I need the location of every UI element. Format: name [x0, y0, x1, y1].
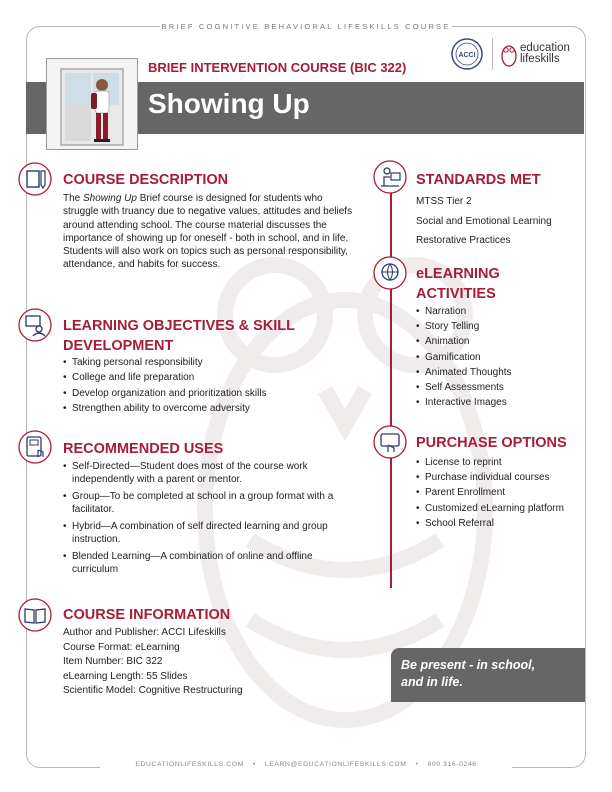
list-item: • Group—To be completed at school in a group format with a facilitator.: [63, 490, 355, 516]
standards-met-heading: STANDARDS MET: [416, 172, 541, 188]
acci-seal-icon: [451, 38, 483, 70]
learning-objectives-heading: LEARNING OBJECTIVES & SKILL DEVELOPMENT: [63, 318, 296, 354]
teacher-icon: [18, 308, 52, 342]
right-column-divider: [390, 190, 392, 588]
recommended-uses-list: [63, 460, 355, 576]
course-description-text: The Showing Up Brief course is designed for students who struggle with truancy due to negative values, attitudes and beliefs around attending school. The course material discusses the importance of showing up for oneself - both in school, and in life. Students will also work on topics such as personal responsibility, attendance, and habits for success.: [63, 193, 353, 271]
desk-worker-icon: [373, 160, 407, 194]
quote-box: [391, 648, 585, 702]
elearning-activities-heading: eLEARNING ACTIVITIES: [416, 266, 500, 302]
footer: EDUCATIONLIFESKILLS.COM • LEARN@EDUCATIONLIFESKILLS.COM • 800 316-0246: [100, 758, 512, 772]
list-item: • License to reprint: [416, 456, 566, 469]
quote-line: and in life.: [401, 675, 463, 689]
brand-logo: [445, 36, 581, 74]
logo-text-education: education: [520, 42, 570, 54]
globe-screen-icon: [373, 256, 407, 290]
list-item: • Hybrid—A combination of self directed learning and group instruction.: [63, 520, 355, 546]
notebook-icon: [18, 162, 52, 196]
standard-item: Restorative Practices: [416, 235, 511, 246]
logo-divider: [492, 38, 493, 70]
list-item: • Animated Thoughts: [416, 366, 576, 379]
owl-logo-icon: [501, 41, 517, 67]
footer-phone: 800 316-0246: [427, 761, 477, 768]
list-item: • Blended Learning—A combination of online and offline curriculum: [63, 550, 355, 576]
recommended-uses-heading: RECOMMENDED USES: [63, 441, 224, 457]
tablet-touch-icon: [18, 430, 52, 464]
footer-website-link[interactable]: EDUCATIONLIFESKILLS.COM: [135, 761, 244, 768]
acci-seal-text: ACCI: [458, 52, 476, 59]
open-book-icon: [18, 598, 52, 632]
list-item: • Develop organization and prioritization skills: [63, 387, 353, 400]
elearning-activities-list: [416, 305, 576, 409]
standard-item: Social and Emotional Learning: [416, 215, 552, 227]
list-item: • College and life preparation: [63, 371, 353, 384]
list-item: • Purchase individual courses: [416, 471, 566, 484]
student-doorway-illustration: [47, 59, 137, 149]
course-photo: [46, 58, 138, 150]
list-item: • Strengthen ability to overcome adversity: [63, 402, 353, 415]
course-name-emphasis: Showing Up: [83, 193, 137, 204]
info-row: eLearning Length: 55 Slides: [63, 670, 188, 682]
standard-item: MTSS Tier 2: [416, 196, 472, 207]
course-information-heading: COURSE INFORMATION: [63, 607, 231, 623]
quote-line: Be present - in school,: [401, 658, 536, 672]
info-row: Course Format: eLearning: [63, 641, 180, 653]
course-subtitle: BRIEF INTERVENTION COURSE (BIC 322): [148, 60, 407, 75]
purchase-icon: [373, 425, 407, 459]
list-item: • School Referral: [416, 517, 566, 530]
info-row: Author and Publisher: ACCI Lifeskills: [63, 627, 226, 638]
list-item: • Self-Directed—Student does most of the course work independently with a parent or mentor.: [63, 460, 355, 486]
list-item: • Story Telling: [416, 320, 576, 333]
info-row: Item Number: BIC 322: [63, 656, 163, 667]
list-item: • Gamification: [416, 351, 576, 364]
standards-list: [416, 192, 552, 251]
course-information-list: [63, 626, 353, 699]
learning-objectives-list: [63, 356, 353, 415]
course-series-label: BRIEF COGNITIVE BEHAVIORAL LIFESKILLS COURSE: [160, 20, 452, 34]
list-item: • Parent Enrollment: [416, 486, 566, 499]
page-title: Showing Up: [148, 88, 310, 119]
list-item: • Self Assessments: [416, 381, 576, 394]
list-item: • Interactive Images: [416, 396, 576, 409]
list-item: • Taking personal responsibility: [63, 356, 353, 369]
course-description-heading: COURSE DESCRIPTION: [63, 172, 229, 188]
logo-text-lifeskills: lifeskills: [520, 53, 560, 65]
purchase-options-heading: PURCHASE OPTIONS: [416, 435, 567, 451]
list-item: • Animation: [416, 335, 576, 348]
info-row: Scientific Model: Cognitive Restructuring: [63, 685, 243, 696]
purchase-options-list: [416, 456, 566, 530]
list-item: • Customized eLearning platform: [416, 502, 566, 515]
footer-email-link[interactable]: LEARN@EDUCATIONLIFESKILLS.COM: [264, 761, 407, 768]
list-item: • Narration: [416, 305, 576, 318]
